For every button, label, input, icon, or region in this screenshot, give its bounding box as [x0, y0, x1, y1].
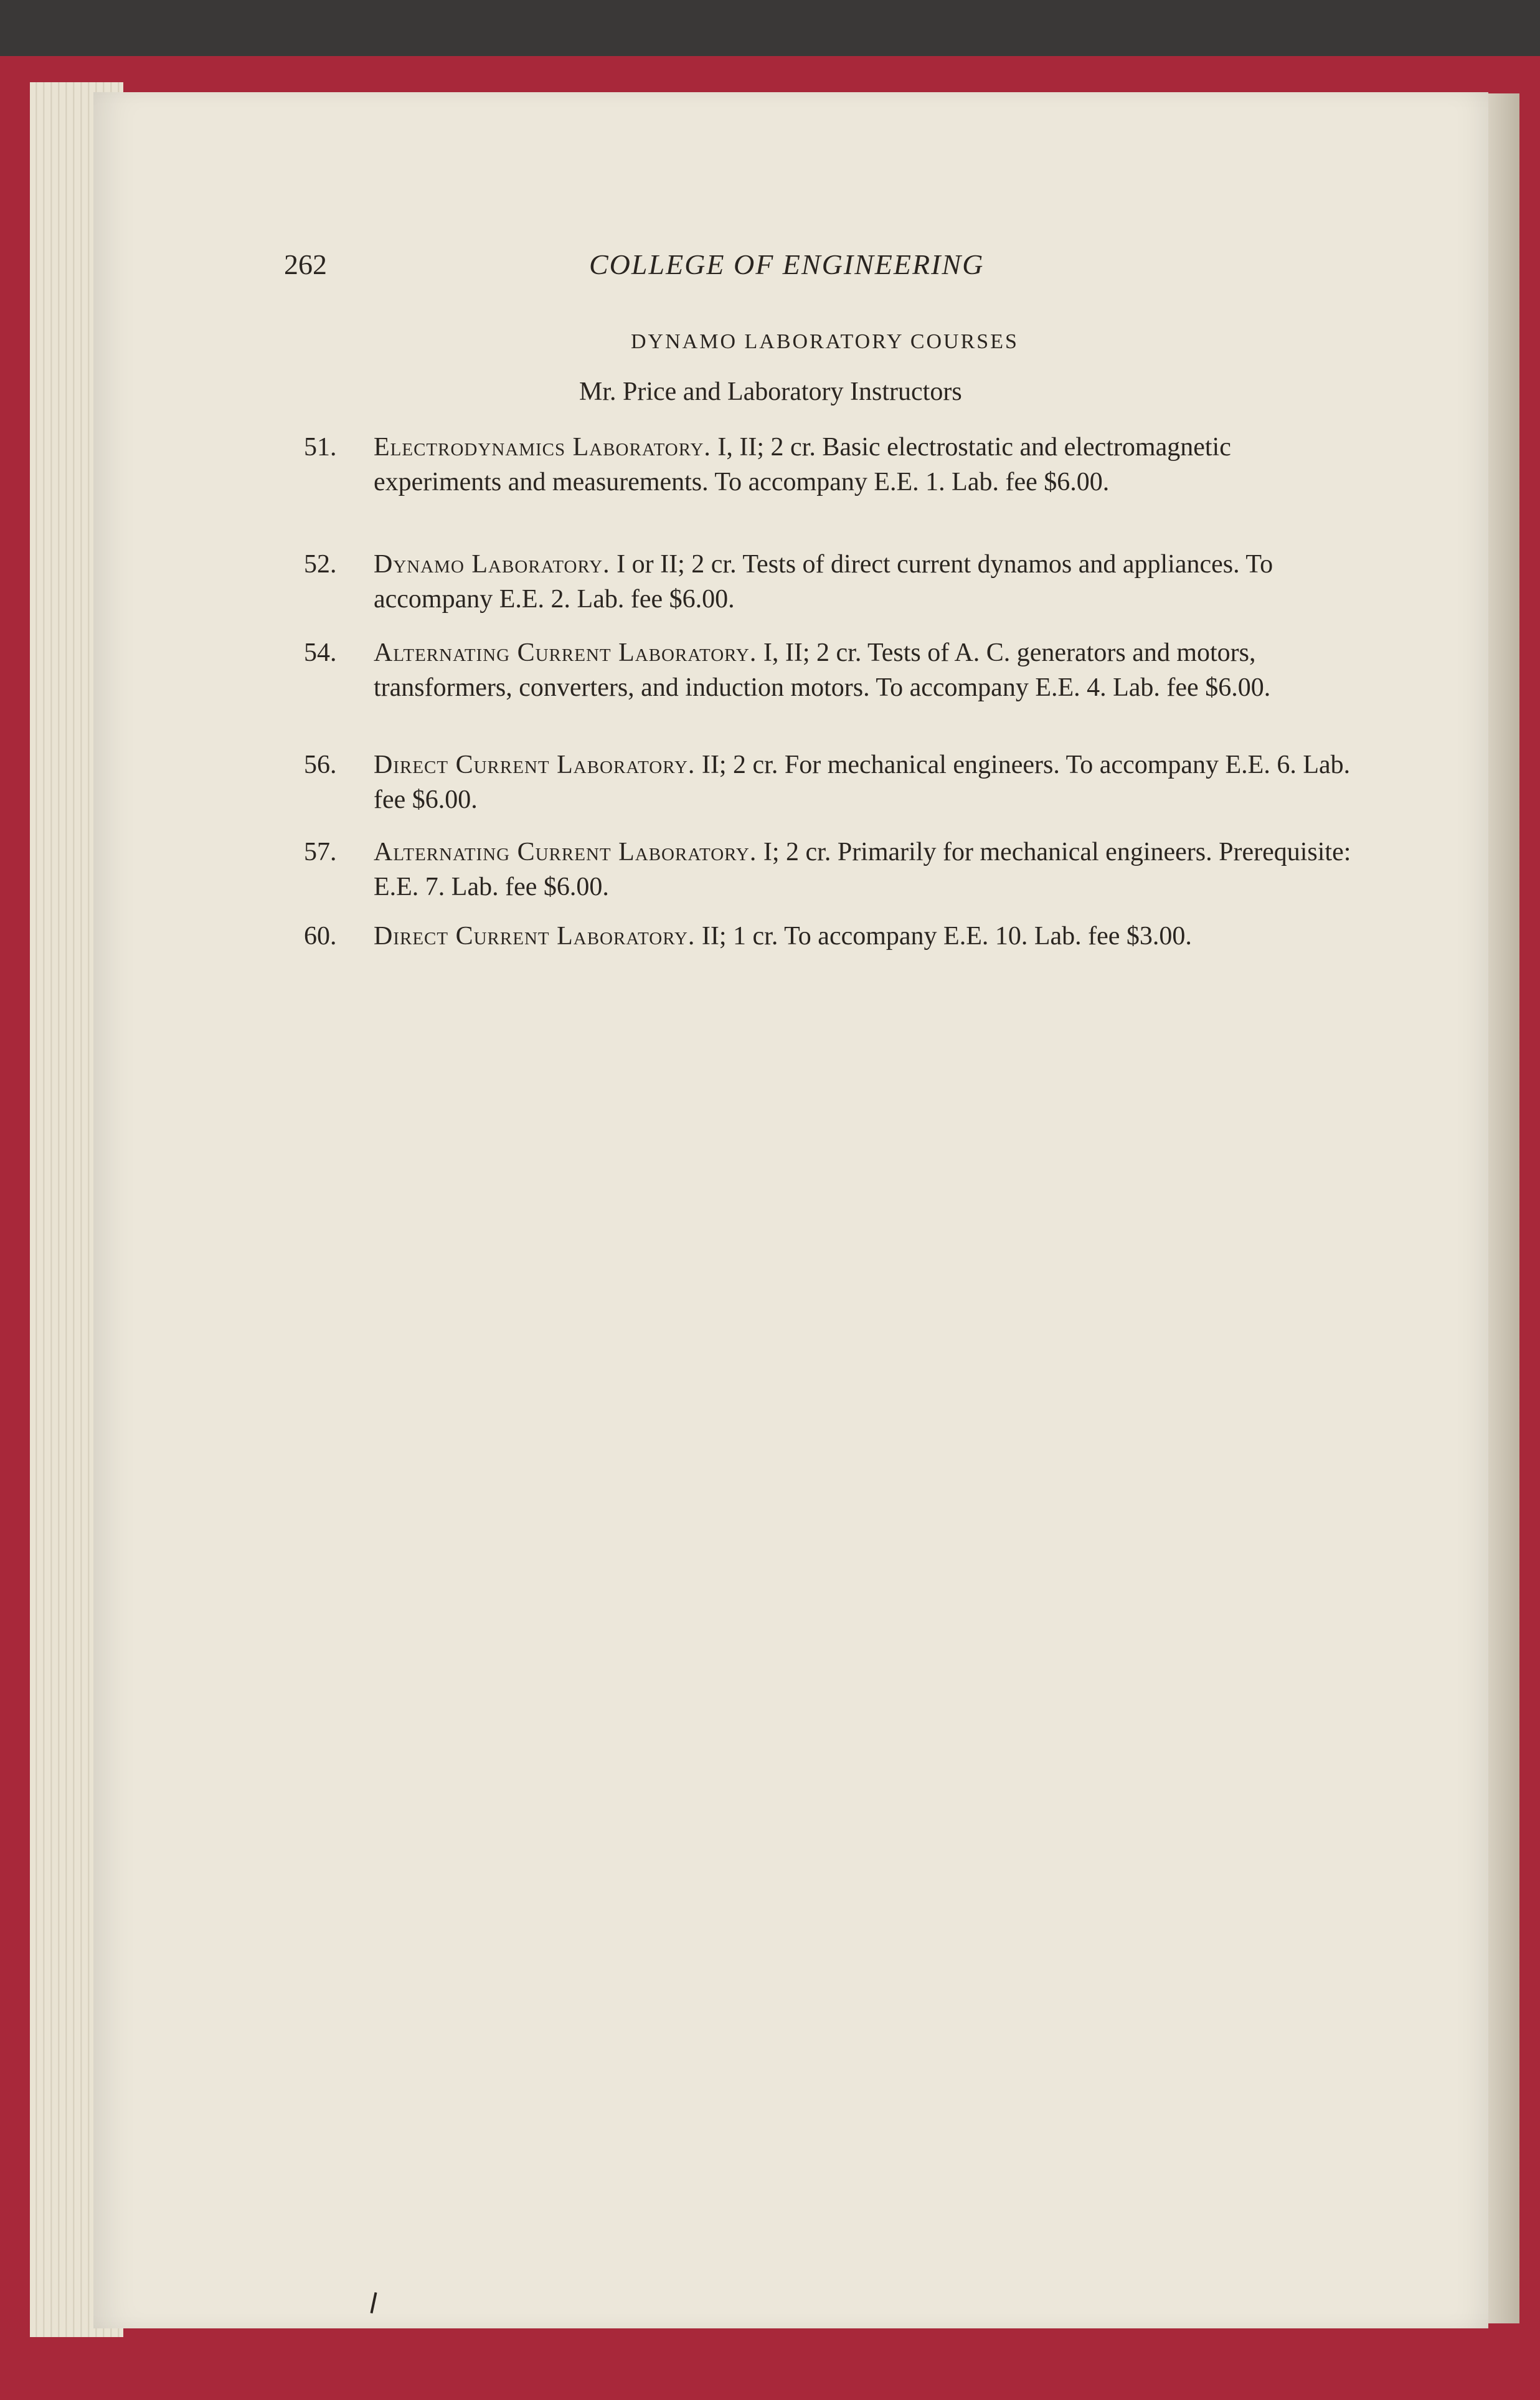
- course-description: [374, 919, 1358, 954]
- running-head: [0, 248, 1540, 285]
- running-title: COLLEGE OF ENGINEERING: [589, 249, 985, 280]
- course-number: 51.: [304, 433, 337, 462]
- course-number: 60.: [304, 922, 337, 951]
- course-description: [374, 547, 1358, 617]
- course-description: [374, 835, 1358, 904]
- course-details: II; 2 cr. For mechanical engineers. To accompany E.E. 6. Lab. fee $6.00.: [374, 751, 1351, 814]
- course-number: 56.: [304, 751, 337, 779]
- course-title: Dynamo Laboratory.: [374, 550, 610, 579]
- book-page: [93, 92, 1488, 2328]
- course-title: Direct Current Laboratory.: [374, 922, 696, 951]
- course-title: Electrodynamics Laboratory.: [374, 433, 711, 462]
- course-details: I, II; 2 cr. Tests of A. C. generators and motors, transformers, converters, and induction motors. To accompany E.E. 4. Lab. fee $6.00.: [374, 638, 1271, 702]
- page-gutter: [1488, 93, 1519, 2323]
- course-number: 54.: [304, 638, 337, 667]
- course-title: Direct Current Laboratory.: [374, 751, 696, 779]
- course-details: I; 2 cr. Primarily for mechanical engineers. Prerequisite: E.E. 7. Lab. fee $6.00.: [374, 838, 1351, 901]
- course-number: 57.: [304, 838, 337, 866]
- course-details: II; 1 cr. To accompany E.E. 10. Lab. fee $3.00.: [701, 922, 1192, 951]
- page-number: 262: [284, 249, 327, 280]
- course-details: I, II; 2 cr. Basic electrostatic and electromagnetic experiments and measurements. To accompany E.E. 1. Lab. fee $6.00.: [374, 433, 1231, 496]
- course-details: I or II; 2 cr. Tests of direct current dynamos and appliances. To accompany E.E. 2. Lab. fee $6.00.: [374, 550, 1273, 614]
- course-description: [374, 747, 1358, 817]
- section-heading: DYNAMO LABORATORY COURSES: [631, 330, 1019, 353]
- instructors-line: Mr. Price and Laboratory Instructors: [579, 377, 962, 406]
- course-title: Alternating Current Laboratory.: [374, 638, 757, 667]
- course-title: Alternating Current Laboratory.: [374, 838, 757, 866]
- course-number: 52.: [304, 550, 337, 579]
- course-description: [374, 430, 1358, 500]
- course-description: [374, 635, 1358, 705]
